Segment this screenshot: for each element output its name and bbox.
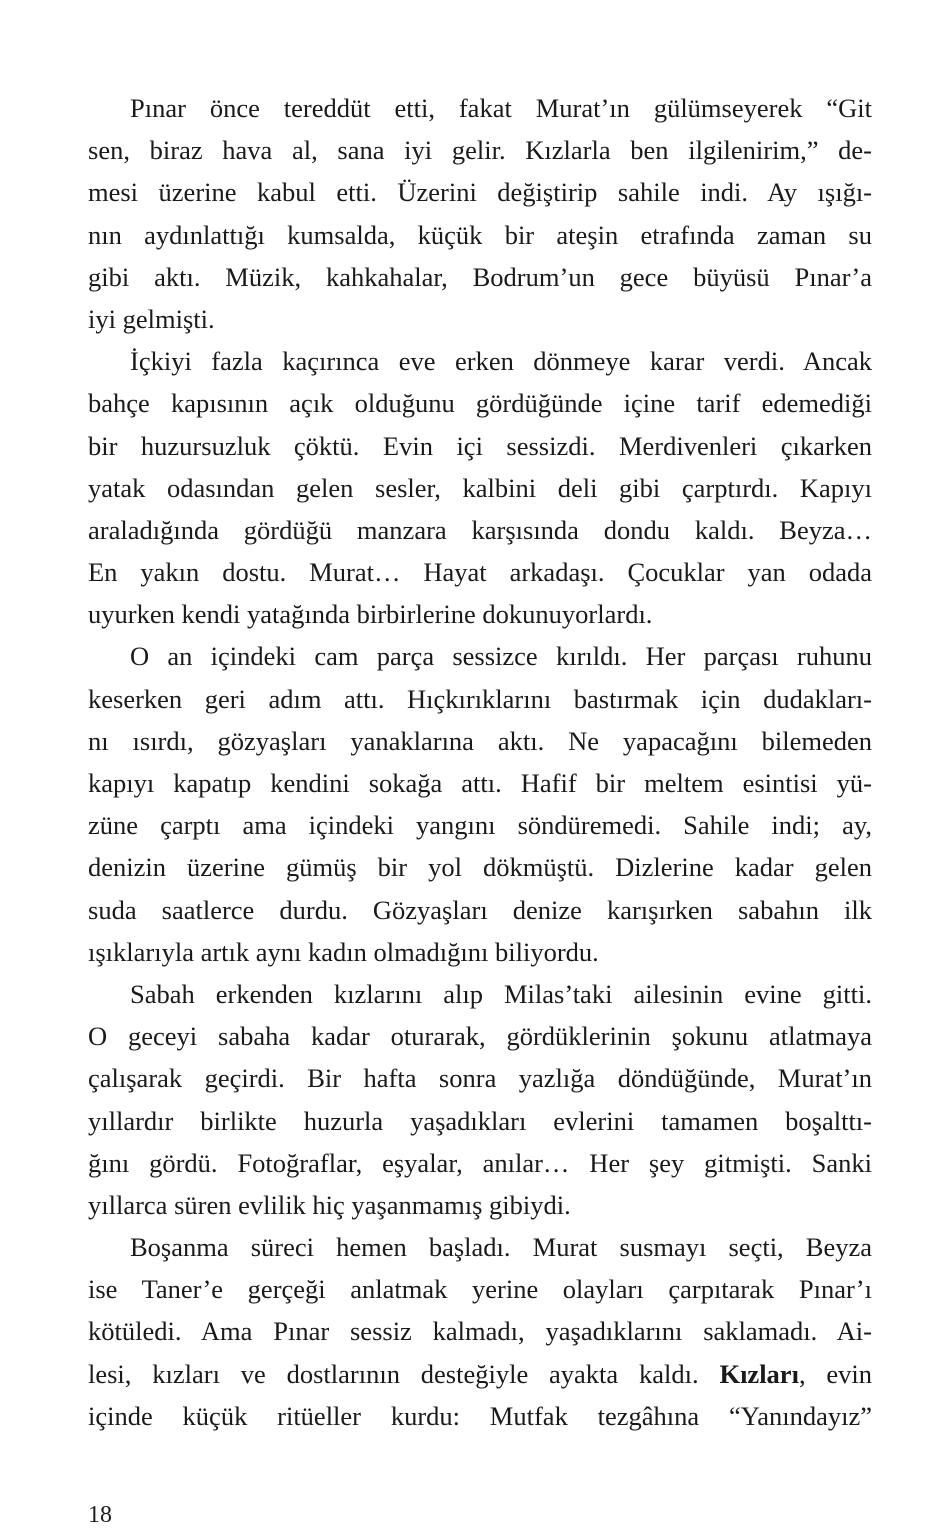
text-line: Sabah erkenden kızlarını alıp Milas’taki ailesinin evine gitti.: [130, 978, 872, 1009]
text-segment: , evin: [798, 1358, 872, 1389]
text-line: kötüledi. Ama Pınar sessiz kalmadı, yaşadıklarını saklamadı. Ai-: [88, 1316, 872, 1347]
text-segment: lesi, kızları ve dostlarının desteğiyle ayakta kaldı.: [88, 1358, 699, 1389]
text-line: Pınar önce tereddüt etti, fakat Murat’ın gülümseyerek “Git: [130, 93, 872, 123]
text-line: denizin üzerine gümüş bir yol dökmüştü. Dizlerine kadar gelen: [88, 852, 872, 883]
text-line: En yakın dostu. Murat… Hayat arkadaşı. Çocuklar yan odada: [88, 557, 872, 588]
text-line: nın aydınlattığı kumsalda, küçük bir ateşin etrafında zaman su: [88, 219, 872, 250]
text-line: bir huzursuzluk çöktü. Evin içi sessizdi. Merdivenleri çıkarken: [88, 430, 872, 461]
text-line: [88, 1353, 872, 1395]
text-line: ışıklarıyla artık aynı kadın olmadığını biliyordu.: [88, 936, 599, 967]
text-line: O an içindeki cam parça sessizce kırıldı. Her parçası ruhunu: [130, 641, 872, 672]
text-line: İçkiyi fazla kaçırınca eve erken dönmeye karar verdi. Ancak: [130, 346, 872, 377]
text-line: yıllarca süren evlilik hiç yaşanmamış gibiydi.: [88, 1189, 571, 1220]
book-page-body: [88, 87, 872, 1437]
bold-word: Kızları: [719, 1358, 799, 1389]
text-line: iyi gelmişti.: [88, 303, 215, 334]
page-number: 18: [88, 1502, 112, 1528]
text-line: kapıyı kapatıp kendini sokağa attı. Hafif bir meltem esintisi yü-: [88, 768, 872, 798]
text-line: bahçe kapısının açık olduğunu gördüğünde içine tarif edemediği: [88, 388, 872, 419]
text-line: içinde küçük ritüeller kurdu: Mutfak tezgâhına “Yanındayız”: [88, 1400, 872, 1431]
text-line: züne çarptı ama içindeki yangını söndüremedi. Sahile indi; ay,: [88, 810, 872, 841]
text-line: sen, biraz hava al, sana iyi gelir. Kızlarla ben ilgilenirim,” de-: [88, 135, 872, 166]
text-line: Boşanma süreci hemen başladı. Murat susmayı seçti, Beyza: [130, 1232, 872, 1263]
text-line: çalışarak geçirdi. Bir hafta sonra yazlığa döndüğünde, Murat’ın: [88, 1063, 872, 1094]
text-line: nı ısırdı, gözyaşları yanaklarına aktı. Ne yapacağını bilemeden: [88, 725, 872, 756]
text-line: araladığında gördüğü manzara karşısında dondu kaldı. Beyza…: [88, 514, 872, 545]
text-line: O geceyi sabaha kadar oturarak, gördüklerinin şokunu atlatmaya: [88, 1021, 872, 1052]
text-line: yıllardır birlikte huzurla yaşadıkları evlerini tamamen boşalttı-: [88, 1105, 872, 1136]
text-line: uyurken kendi yatağında birbirlerine dokunuyorlardı.: [88, 599, 653, 630]
text-line: ğını gördü. Fotoğraflar, eşyalar, anılar… Her şey gitmişti. Sanki: [88, 1147, 872, 1178]
text-line: gibi aktı. Müzik, kahkahalar, Bodrum’un gece büyüsü Pınar’a: [88, 261, 872, 292]
text-line: mesi üzerine kabul etti. Üzerini değiştirip sahile indi. Ay ışığı-: [88, 177, 872, 208]
text-line: keserken geri adım attı. Hıçkırıklarını bastırmak için dudakları-: [88, 683, 872, 714]
text-line: suda saatlerce durdu. Gözyaşları denize karışırken sabahın ilk: [88, 894, 872, 925]
text-line: ise Taner’e gerçeği anlatmak yerine olayları çarpıtarak Pınar’ı: [88, 1274, 872, 1305]
text-line: yatak odasından gelen sesler, kalbini deli gibi çarptırdı. Kapıyı: [88, 472, 872, 503]
